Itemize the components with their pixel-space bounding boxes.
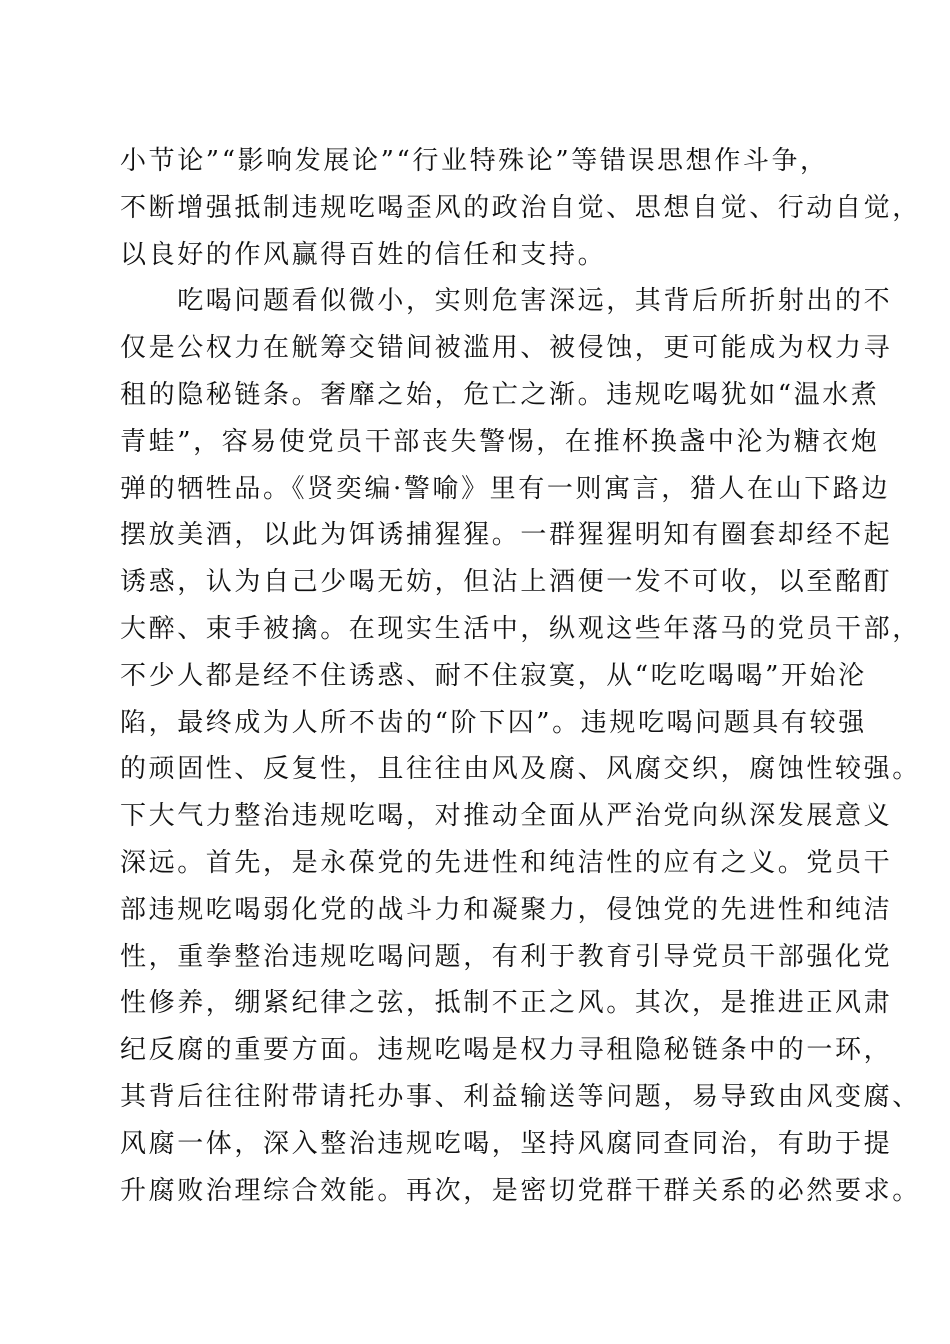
- text-line: 大醉、束手被擒。在现实生活中，纵观这些年落马的党员干部，: [120, 613, 921, 644]
- text-line: 性修养，绷紧纪律之弦，抵制不正之风。其次，是推进正风肃: [120, 988, 893, 1019]
- text-line: 诱惑，认为自己少喝无妨，但沾上酒便一发不可收，以至酩酊: [120, 567, 893, 598]
- text-line: 租的隐秘链条。奢靡之始，危亡之渐。违规吃喝犹如“温水煮: [120, 379, 880, 410]
- paragraph-main: [120, 278, 921, 1214]
- text-line: 下大气力整治违规吃喝，对推动全面从严治党向纵深发展意义: [120, 801, 893, 832]
- body-text: [120, 138, 921, 1214]
- text-line: 摆放美酒，以此为饵诱捕猩猩。一群猩猩明知有圈套却经不起: [120, 520, 893, 551]
- text-line: 小节论”“影响发展论”“行业特殊论”等错误思想作斗争，: [120, 146, 829, 176]
- text-line: 青蛙”，容易使党员干部丧失警惕，在推杯换盏中沦为糖衣炮: [120, 426, 880, 457]
- text-line: 不少人都是经不住诱惑、耐不住寂寞，从“吃吃喝喝”开始沦: [120, 660, 867, 691]
- text-line: 弹的牺牲品。《贤奕编·警喻》里有一则寓言，猎人在山下路边: [120, 473, 891, 504]
- text-line: 以良好的作风赢得百姓的信任和支持。: [120, 239, 607, 270]
- text-line: 性，重拳整治违规吃喝问题，有利于教育引导党员干部强化党: [120, 941, 893, 972]
- text-line: 吃喝问题看似微小，实则危害深远，其背后所折射出的不: [120, 286, 893, 317]
- text-line: 升腐败治理综合效能。再次，是密切党群干群关系的必然要求。: [120, 1175, 921, 1206]
- text-line: 风腐一体，深入整治违规吃喝，坚持风腐同查同治，有助于提: [120, 1128, 893, 1159]
- text-line: 的顽固性、反复性，且往往由风及腐、风腐交织，腐蚀性较强。: [120, 754, 921, 785]
- text-line: 不断增强抵制违规吃喝歪风的政治自觉、思想自觉、行动自觉，: [120, 192, 921, 223]
- text-line: 其背后往往附带请托办事、利益输送等问题，易导致由风变腐、: [120, 1081, 921, 1112]
- text-line: 部违规吃喝弱化党的战斗力和凝聚力，侵蚀党的先进性和纯洁: [120, 894, 893, 925]
- text-line: 陷，最终成为人所不齿的“阶下囚”。违规吃喝问题具有较强: [120, 707, 867, 738]
- text-line: 仅是公权力在觥筹交错间被滥用、被侵蚀，更可能成为权力寻: [120, 333, 893, 364]
- text-line: 纪反腐的重要方面。违规吃喝是权力寻租隐秘链条中的一环，: [120, 1035, 893, 1066]
- text-line: 深远。首先，是永葆党的先进性和纯洁性的应有之义。党员干: [120, 847, 893, 878]
- paragraph-continuation: [120, 138, 921, 278]
